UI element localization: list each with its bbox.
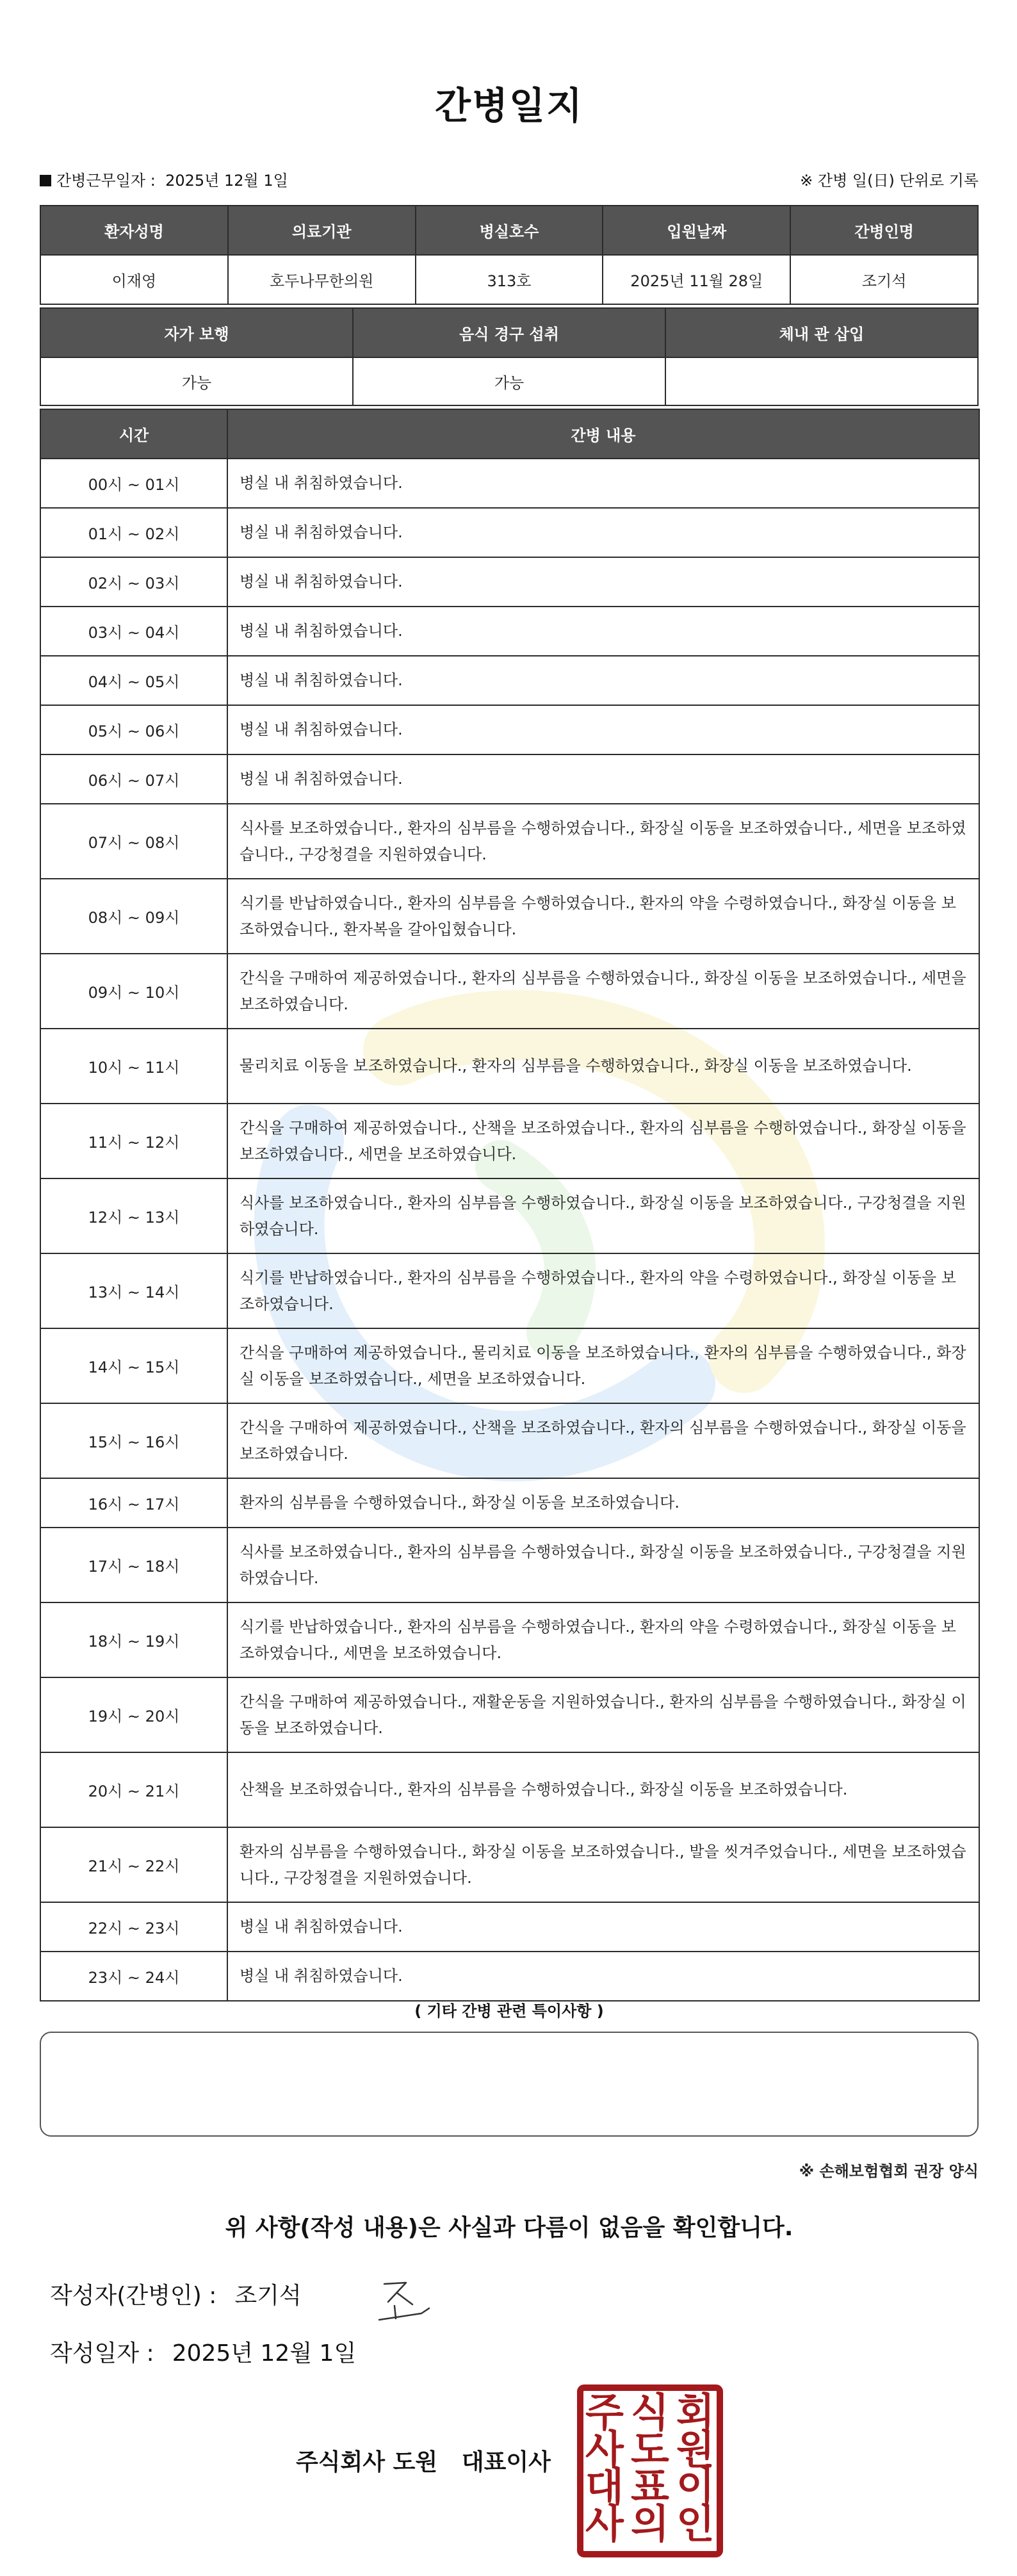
header-time: 시간: [40, 409, 227, 459]
svg-text:식: 식: [631, 2389, 669, 2436]
care-content: 간식을 구매하여 제공하였습니다., 물리치료 이동을 보조하였습니다., 환자의 심부름을 수행하였습니다., 화장실 이동을 보조하였습니다., 세면을 보조하였습니다.: [227, 1328, 979, 1403]
table-row: [40, 1253, 979, 1328]
time-slot: 03시 ~ 04시: [40, 607, 227, 656]
care-content: 간식을 구매하여 제공하였습니다., 산책을 보조하였습니다., 환자의 심부름을 수행하였습니다., 화장실 이동을 보조하였습니다.: [227, 1403, 979, 1478]
time-slot: 10시 ~ 11시: [40, 1029, 227, 1104]
patient-ability-table: [40, 307, 979, 406]
caregiver-name: 조기석: [790, 255, 978, 304]
time-slot: 08시 ~ 09시: [40, 879, 227, 954]
admission-date: 2025년 11월 28일: [603, 255, 790, 304]
table-row: [40, 557, 979, 607]
unit-note: ※ 간병 일(日) 단위로 기록: [800, 172, 979, 190]
table-row: [40, 607, 979, 656]
care-content: 병실 내 취침하였습니다.: [227, 459, 979, 508]
svg-text:주: 주: [585, 2389, 624, 2436]
written-date-value: 2025년 12월 1일: [172, 2340, 357, 2367]
time-slot: 15시 ~ 16시: [40, 1403, 227, 1478]
time-slot: 14시 ~ 15시: [40, 1328, 227, 1403]
time-slot: 16시 ~ 17시: [40, 1478, 227, 1528]
notes-title: ( 기타 간병 관련 특이사항 ): [414, 2002, 604, 2020]
table-row: [40, 754, 979, 804]
time-slot: 00시 ~ 01시: [40, 459, 227, 508]
table-row: [40, 1478, 979, 1528]
meta-row: [40, 168, 979, 193]
svg-text:사: 사: [585, 2426, 624, 2473]
header-admission-date: 입원날짜: [603, 206, 790, 255]
table-row: [40, 1827, 979, 1902]
table-row: [40, 656, 979, 705]
table-row: [40, 1403, 979, 1478]
table-row: [40, 1752, 979, 1827]
time-slot: 23시 ~ 24시: [40, 1952, 227, 2001]
care-log-rows: [40, 459, 979, 2001]
header-self-walking: 자가 보행: [40, 308, 353, 357]
time-slot: 22시 ~ 23시: [40, 1902, 227, 1952]
header-tube-insertion: 체내 관 삽입: [665, 308, 978, 357]
time-slot: 13시 ~ 14시: [40, 1253, 227, 1328]
header-room-number: 병실호수: [416, 206, 603, 255]
time-slot: 12시 ~ 13시: [40, 1178, 227, 1253]
time-slot: 18시 ~ 19시: [40, 1602, 227, 1677]
svg-text:의: 의: [631, 2500, 669, 2547]
time-slot: 06시 ~ 07시: [40, 754, 227, 804]
square-bullet-icon: [40, 175, 51, 186]
table-row: [40, 954, 979, 1029]
header-care-content: 간병 내용: [227, 409, 979, 459]
writer-name: 조기석: [234, 2283, 302, 2309]
time-slot: 11시 ~ 12시: [40, 1104, 227, 1178]
time-slot: 02시 ~ 03시: [40, 557, 227, 607]
time-slot: 19시 ~ 20시: [40, 1677, 227, 1752]
patient-info-table: [40, 205, 979, 305]
header-caregiver-name: 간병인명: [790, 206, 978, 255]
hospital-name: 호두나무한의원: [228, 255, 416, 304]
care-content: 병실 내 취침하였습니다.: [227, 557, 979, 607]
table-row: [40, 1528, 979, 1602]
header-patient-name: 환자성명: [40, 206, 228, 255]
company-line: [296, 2444, 551, 2477]
svg-text:사: 사: [585, 2500, 624, 2547]
svg-text:인: 인: [676, 2500, 715, 2547]
document-title: 간병일지: [434, 84, 584, 127]
care-content: 병실 내 취침하였습니다.: [227, 656, 979, 705]
care-content: 식사를 보조하였습니다., 환자의 심부름을 수행하였습니다., 화장실 이동을 보조하였습니다., 구강청결을 지원하였습니다.: [227, 1528, 979, 1602]
svg-text:원: 원: [676, 2426, 715, 2473]
svg-text:회: 회: [676, 2389, 715, 2436]
time-slot: 09시 ~ 10시: [40, 954, 227, 1029]
table-row: [40, 459, 979, 508]
tube-insertion-value: [665, 357, 978, 405]
time-slot: 01시 ~ 02시: [40, 508, 227, 557]
care-content: 병실 내 취침하였습니다.: [227, 705, 979, 754]
care-content: 간식을 구매하여 제공하였습니다., 재활운동을 지원하였습니다., 환자의 심부름을 수행하였습니다., 화장실 이동을 보조하였습니다.: [227, 1677, 979, 1752]
svg-text:대: 대: [585, 2463, 624, 2510]
work-date: [40, 168, 288, 190]
table-row: [40, 508, 979, 557]
work-date-value: 2025년 12월 1일: [165, 172, 288, 190]
oral-intake-value: 가능: [353, 357, 665, 405]
work-date-label: 간병근무일자 :: [56, 172, 156, 190]
handwritten-signature: [366, 2274, 437, 2325]
time-slot: 21시 ~ 22시: [40, 1827, 227, 1902]
company-name: 주식회사 도원: [296, 2449, 438, 2475]
patient-name: 이재영: [40, 255, 228, 304]
table-row: [40, 705, 979, 754]
self-walking-value: 가능: [40, 357, 353, 405]
care-content: 병실 내 취침하였습니다.: [227, 754, 979, 804]
time-slot: 07시 ~ 08시: [40, 804, 227, 879]
time-slot: 05시 ~ 06시: [40, 705, 227, 754]
care-content: 병실 내 취침하였습니다.: [227, 1902, 979, 1952]
care-log-table: [40, 409, 980, 2001]
care-content: 산책을 보조하였습니다., 환자의 심부름을 수행하였습니다., 화장실 이동을 보조하였습니다.: [227, 1752, 979, 1827]
written-date-line: [50, 2335, 356, 2368]
header-oral-intake: 음식 경구 섭취: [353, 308, 665, 357]
svg-text:이: 이: [676, 2463, 715, 2510]
table-row: [40, 1178, 979, 1253]
svg-text:도: 도: [631, 2426, 669, 2473]
writer-line: [50, 2278, 302, 2310]
table-row: [40, 1029, 979, 1104]
table-row: [40, 1952, 979, 2001]
care-content: 식기를 반납하였습니다., 환자의 심부름을 수행하였습니다., 환자의 약을 수령하였습니다., 화장실 이동을 보조하였습니다.: [227, 1253, 979, 1328]
time-slot: 17시 ~ 18시: [40, 1528, 227, 1602]
company-title: 대표이사: [461, 2449, 551, 2475]
table-row: [40, 1902, 979, 1952]
care-content: 병실 내 취침하였습니다.: [227, 607, 979, 656]
care-content: 환자의 심부름을 수행하였습니다., 화장실 이동을 보조하였습니다.: [227, 1478, 979, 1528]
room-number: 313호: [416, 255, 603, 304]
care-content: 식사를 보조하였습니다., 환자의 심부름을 수행하였습니다., 화장실 이동을 보조하였습니다., 구강청결을 지원하였습니다.: [227, 1178, 979, 1253]
care-content: 환자의 심부름을 수행하였습니다., 화장실 이동을 보조하였습니다., 발을 씻겨주었습니다., 세면을 보조하였습니다., 구강청결을 지원하였습니다.: [227, 1827, 979, 1902]
table-row: [40, 1104, 979, 1178]
care-content: 병실 내 취침하였습니다.: [227, 508, 979, 557]
care-content: 식사를 보조하였습니다., 환자의 심부름을 수행하였습니다., 화장실 이동을 보조하였습니다., 세면을 보조하였습니다., 구강청결을 지원하였습니다.: [227, 804, 979, 879]
written-date-label: 작성일자 :: [50, 2340, 154, 2367]
table-row: [40, 1677, 979, 1752]
care-content: 간식을 구매하여 제공하였습니다., 환자의 심부름을 수행하였습니다., 화장실 이동을 보조하였습니다., 세면을 보조하였습니다.: [227, 954, 979, 1029]
writer-label: 작성자(간병인) :: [50, 2283, 217, 2309]
standard-form-note: ※ 손해보험협회 권장 양식: [799, 2162, 979, 2180]
care-content: 식기를 반납하였습니다., 환자의 심부름을 수행하였습니다., 환자의 약을 수령하였습니다., 화장실 이동을 보조하였습니다., 환자복을 갈아입혔습니다.: [227, 879, 979, 954]
table-row: [40, 1328, 979, 1403]
care-content: 병실 내 취침하였습니다.: [227, 1952, 979, 2001]
table-row: [40, 879, 979, 954]
header-hospital: 의료기관: [228, 206, 416, 255]
time-slot: 20시 ~ 21시: [40, 1752, 227, 1827]
time-slot: 04시 ~ 05시: [40, 656, 227, 705]
table-row: [40, 1602, 979, 1677]
svg-text:표: 표: [631, 2463, 669, 2510]
confirmation-statement: 위 사항(작성 내용)은 사실과 다름이 없음을 확인합니다.: [225, 2215, 793, 2241]
company-seal-stamp: [576, 2384, 724, 2558]
notes-box: [40, 2032, 979, 2137]
table-row: [40, 804, 979, 879]
care-content: 간식을 구매하여 제공하였습니다., 산책을 보조하였습니다., 환자의 심부름을 수행하였습니다., 화장실 이동을 보조하였습니다., 세면을 보조하였습니다.: [227, 1104, 979, 1178]
care-content: 물리치료 이동을 보조하였습니다., 환자의 심부름을 수행하였습니다., 화장실 이동을 보조하였습니다.: [227, 1029, 979, 1104]
care-content: 식기를 반납하였습니다., 환자의 심부름을 수행하였습니다., 환자의 약을 수령하였습니다., 화장실 이동을 보조하였습니다., 세면을 보조하였습니다.: [227, 1602, 979, 1677]
